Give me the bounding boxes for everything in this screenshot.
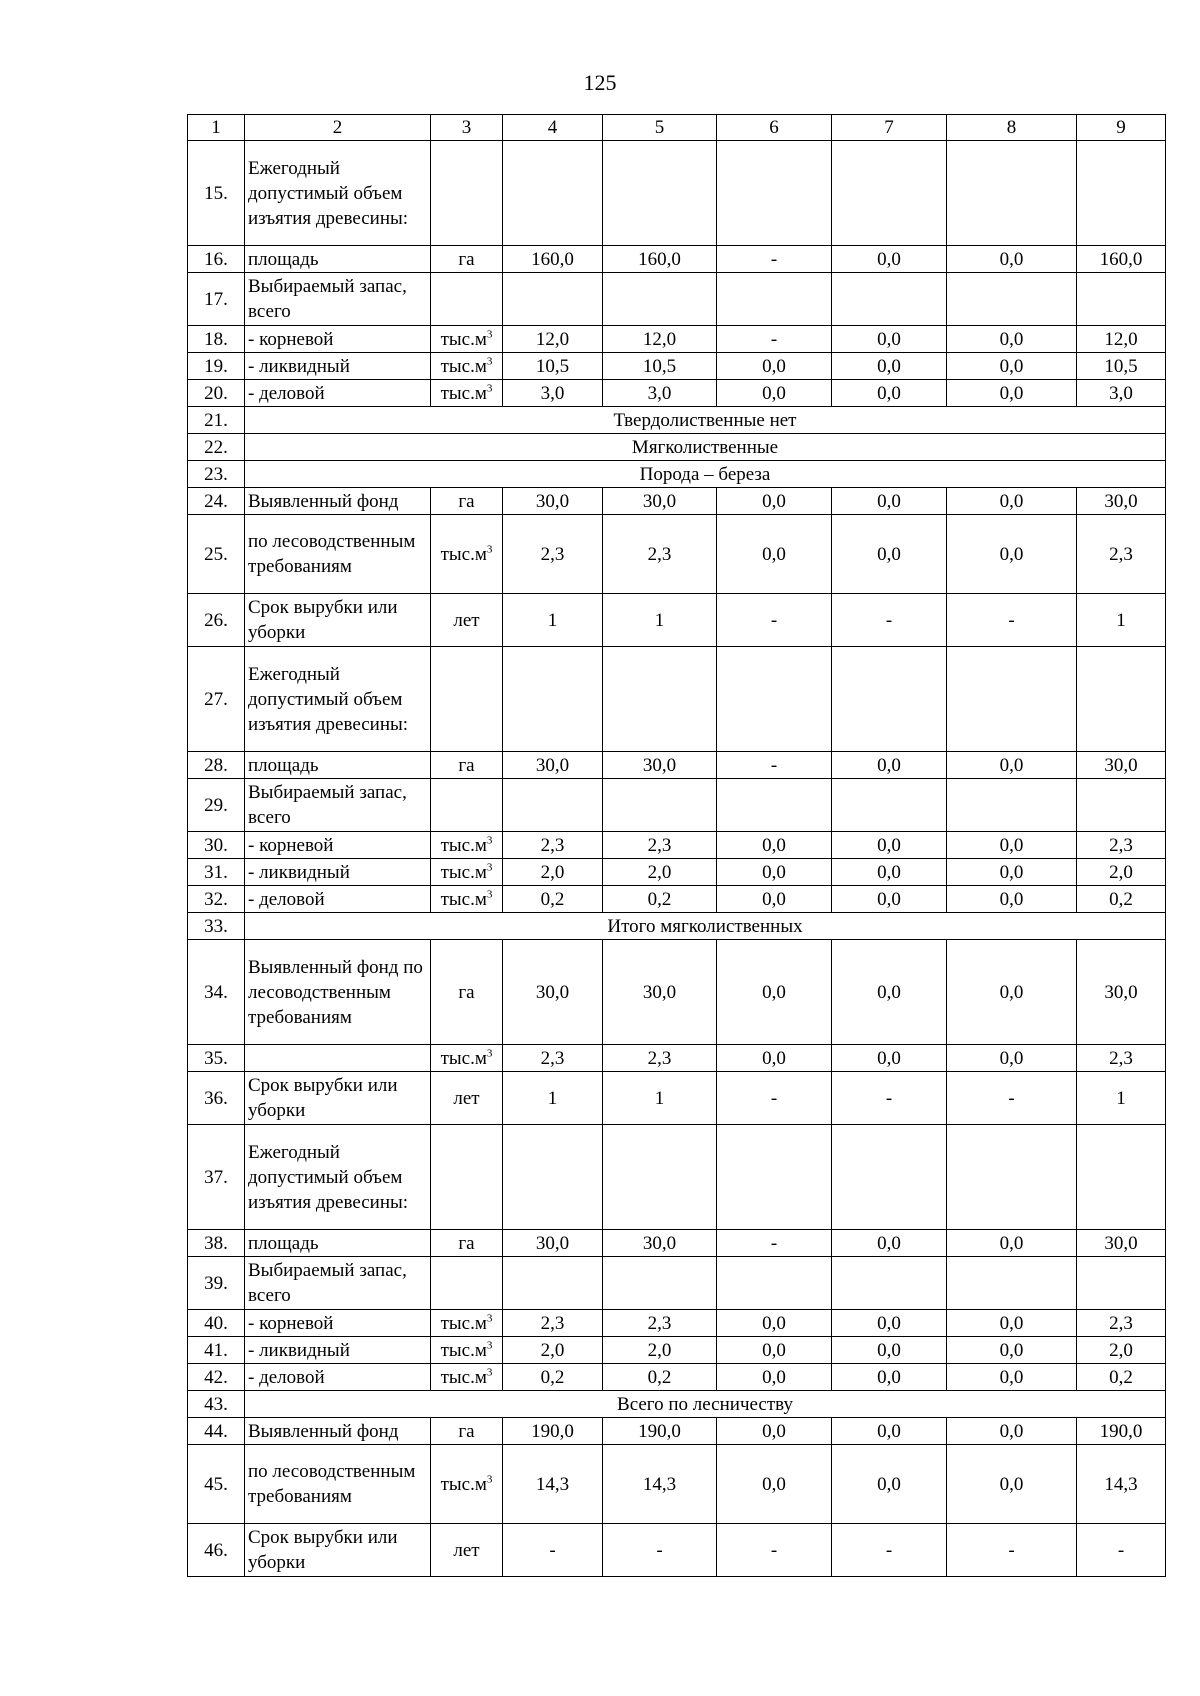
value-cell: 190,0 (503, 1418, 603, 1445)
value-cell: 0,0 (832, 515, 947, 594)
row-number-cell: 20. (188, 380, 245, 407)
value-cell: - (832, 1072, 947, 1125)
table-row (188, 594, 1166, 647)
section-title-cell: Итого мягколиственных (245, 913, 1166, 940)
value-cell (1077, 1125, 1166, 1230)
value-cell: - (717, 594, 832, 647)
value-cell: 2,0 (1077, 1337, 1166, 1364)
table-row (188, 1257, 1166, 1310)
unit-cell: га (431, 752, 503, 779)
indicator-cell: Ежегодный допустимый объем изъятия древесины: (245, 1125, 431, 1230)
value-cell: 0,0 (717, 886, 832, 913)
value-cell: 2,0 (503, 1337, 603, 1364)
value-cell: 2,3 (603, 515, 717, 594)
value-cell: 0,0 (832, 1310, 947, 1337)
unit-cell: лет (431, 1524, 503, 1577)
value-cell: - (503, 1524, 603, 1577)
unit-cell: лет (431, 594, 503, 647)
value-cell: - (832, 594, 947, 647)
indicator-cell: - деловой (245, 380, 431, 407)
row-number-cell: 31. (188, 859, 245, 886)
row-number-cell: 17. (188, 273, 245, 326)
value-cell: 0,0 (947, 515, 1077, 594)
table-row (188, 488, 1166, 515)
value-cell: 2,3 (503, 515, 603, 594)
value-cell (947, 647, 1077, 752)
value-cell: 30,0 (1077, 940, 1166, 1045)
table-row (188, 246, 1166, 273)
value-cell: 2,0 (1077, 859, 1166, 886)
table-row (188, 886, 1166, 913)
indicator-cell: Ежегодный допустимый объем изъятия древесины: (245, 141, 431, 246)
header-cell: 3 (431, 115, 503, 141)
unit-cell: га (431, 940, 503, 1045)
value-cell: 0,0 (947, 326, 1077, 353)
value-cell: 0,0 (832, 1364, 947, 1391)
row-number-cell: 37. (188, 1125, 245, 1230)
header-cell: 8 (947, 115, 1077, 141)
value-cell: 1 (503, 1072, 603, 1125)
value-cell (503, 1125, 603, 1230)
indicator-cell: - ликвидный (245, 1337, 431, 1364)
value-cell: 190,0 (1077, 1418, 1166, 1445)
unit-cell: га (431, 1230, 503, 1257)
value-cell (503, 779, 603, 832)
value-cell: 0,0 (717, 832, 832, 859)
row-number-cell: 24. (188, 488, 245, 515)
value-cell: 2,3 (503, 1045, 603, 1072)
value-cell: 1 (503, 594, 603, 647)
value-cell: 3,0 (503, 380, 603, 407)
value-cell: 0,2 (603, 1364, 717, 1391)
value-cell: - (717, 1524, 832, 1577)
value-cell: - (1077, 1524, 1166, 1577)
unit-cell: $тыс.м^3$ (431, 859, 503, 886)
value-cell: 2,3 (603, 1310, 717, 1337)
indicator-cell: Срок вырубки или уборки (245, 1072, 431, 1125)
table-row (188, 1364, 1166, 1391)
value-cell (717, 1257, 832, 1310)
row-number-cell: 33. (188, 913, 245, 940)
value-cell: 0,0 (832, 326, 947, 353)
value-cell: 0,0 (947, 859, 1077, 886)
value-cell: 0,0 (947, 353, 1077, 380)
indicator-cell: - корневой (245, 326, 431, 353)
value-cell: 0,0 (717, 488, 832, 515)
indicator-cell: Выявленный фонд (245, 488, 431, 515)
value-cell: 12,0 (1077, 326, 1166, 353)
value-cell: - (717, 1072, 832, 1125)
indicator-cell: - корневой (245, 1310, 431, 1337)
row-number-cell: 29. (188, 779, 245, 832)
row-number-cell: 40. (188, 1310, 245, 1337)
header-cell: 6 (717, 115, 832, 141)
table-row (188, 1445, 1166, 1524)
row-number-cell: 44. (188, 1418, 245, 1445)
value-cell (832, 1257, 947, 1310)
value-cell: 2,3 (1077, 1045, 1166, 1072)
section-row (188, 407, 1166, 434)
row-number-cell: 22. (188, 434, 245, 461)
value-cell: 10,5 (503, 353, 603, 380)
indicator-cell: Выбираемый запас, всего (245, 273, 431, 326)
unit-cell (431, 647, 503, 752)
value-cell: 30,0 (603, 488, 717, 515)
unit-cell: $тыс.м^3$ (431, 380, 503, 407)
value-cell: 30,0 (1077, 488, 1166, 515)
value-cell: 1 (603, 594, 717, 647)
value-cell (503, 273, 603, 326)
table-row (188, 859, 1166, 886)
table-row (188, 1045, 1166, 1072)
value-cell (717, 647, 832, 752)
value-cell: 2,3 (603, 1045, 717, 1072)
value-cell: 0,0 (832, 488, 947, 515)
value-cell: 30,0 (503, 1230, 603, 1257)
value-cell: 30,0 (503, 940, 603, 1045)
value-cell: 0,0 (947, 1445, 1077, 1524)
value-cell: 0,2 (1077, 886, 1166, 913)
value-cell: 0,0 (717, 380, 832, 407)
value-cell (832, 647, 947, 752)
value-cell: 0,0 (832, 1445, 947, 1524)
table-row (188, 1418, 1166, 1445)
value-cell: 10,5 (603, 353, 717, 380)
row-number-cell: 19. (188, 353, 245, 380)
value-cell: 0,0 (717, 353, 832, 380)
unit-cell: га (431, 1418, 503, 1445)
value-cell: 1 (603, 1072, 717, 1125)
value-cell: 0,0 (717, 1310, 832, 1337)
indicator-cell: - деловой (245, 886, 431, 913)
value-cell: 0,0 (832, 1337, 947, 1364)
value-cell: 0,0 (832, 353, 947, 380)
value-cell (1077, 779, 1166, 832)
row-number-cell: 39. (188, 1257, 245, 1310)
value-cell: 14,3 (603, 1445, 717, 1524)
value-cell: 0,0 (717, 1445, 832, 1524)
value-cell: 0,0 (947, 1310, 1077, 1337)
value-cell: - (717, 752, 832, 779)
table-row (188, 1337, 1166, 1364)
row-number-cell: 15. (188, 141, 245, 246)
unit-cell: га (431, 488, 503, 515)
indicator-cell: Выбираемый запас, всего (245, 1257, 431, 1310)
value-cell: 0,0 (717, 1364, 832, 1391)
row-number-cell: 43. (188, 1391, 245, 1418)
value-cell: 0,2 (603, 886, 717, 913)
row-number-cell: 38. (188, 1230, 245, 1257)
value-cell (832, 141, 947, 246)
value-cell: - (603, 1524, 717, 1577)
section-title-cell: Порода – береза (245, 461, 1166, 488)
indicator-cell: Выбираемый запас, всего (245, 779, 431, 832)
row-number-cell: 21. (188, 407, 245, 434)
value-cell: 0,0 (832, 940, 947, 1045)
table-row (188, 752, 1166, 779)
row-number-cell: 42. (188, 1364, 245, 1391)
value-cell: 10,5 (1077, 353, 1166, 380)
value-cell (832, 273, 947, 326)
row-number-cell: 18. (188, 326, 245, 353)
value-cell: - (832, 1524, 947, 1577)
value-cell: 1 (1077, 594, 1166, 647)
value-cell: 0,0 (947, 940, 1077, 1045)
indicator-cell (245, 1045, 431, 1072)
unit-cell: $тыс.м^3$ (431, 326, 503, 353)
value-cell: 0,0 (947, 1045, 1077, 1072)
unit-cell: $тыс.м^3$ (431, 1045, 503, 1072)
value-cell: 0,2 (503, 886, 603, 913)
value-cell: 160,0 (1077, 246, 1166, 273)
table-row (188, 515, 1166, 594)
unit-cell: $тыс.м^3$ (431, 1337, 503, 1364)
value-cell: 0,0 (832, 380, 947, 407)
value-cell: 30,0 (503, 752, 603, 779)
value-cell: 2,3 (1077, 1310, 1166, 1337)
row-number-cell: 28. (188, 752, 245, 779)
value-cell: 0,0 (947, 488, 1077, 515)
table-body (188, 141, 1166, 1577)
value-cell (603, 1125, 717, 1230)
value-cell (503, 647, 603, 752)
value-cell: - (717, 326, 832, 353)
value-cell (1077, 1257, 1166, 1310)
value-cell: 0,0 (717, 940, 832, 1045)
section-row (188, 913, 1166, 940)
unit-cell: $тыс.м^3$ (431, 1310, 503, 1337)
unit-cell (431, 141, 503, 246)
unit-cell (431, 1125, 503, 1230)
value-cell: 0,0 (947, 752, 1077, 779)
row-number-cell: 27. (188, 647, 245, 752)
table-row (188, 1072, 1166, 1125)
value-cell (717, 273, 832, 326)
indicator-cell: - ликвидный (245, 859, 431, 886)
unit-cell: $тыс.м^3$ (431, 886, 503, 913)
value-cell (717, 1125, 832, 1230)
value-cell (603, 647, 717, 752)
indicator-cell: Выявленный фонд по лесоводственным требованиям (245, 940, 431, 1045)
value-cell (603, 273, 717, 326)
value-cell: 0,0 (832, 752, 947, 779)
table-row (188, 779, 1166, 832)
unit-cell: $тыс.м^3$ (431, 515, 503, 594)
table-row (188, 832, 1166, 859)
value-cell (603, 141, 717, 246)
value-cell: 0,0 (717, 859, 832, 886)
value-cell: 0,0 (717, 1418, 832, 1445)
table-row (188, 273, 1166, 326)
value-cell: 0,0 (947, 832, 1077, 859)
unit-cell: га (431, 246, 503, 273)
indicator-cell: Ежегодный допустимый объем изъятия древесины: (245, 647, 431, 752)
unit-cell: лет (431, 1072, 503, 1125)
value-cell: 0,2 (503, 1364, 603, 1391)
header-cell: 5 (603, 115, 717, 141)
table-row (188, 326, 1166, 353)
value-cell: 2,3 (503, 1310, 603, 1337)
value-cell (603, 779, 717, 832)
unit-cell: $тыс.м^3$ (431, 832, 503, 859)
row-number-cell: 23. (188, 461, 245, 488)
table-row (188, 940, 1166, 1045)
header-cell: 4 (503, 115, 603, 141)
value-cell (832, 779, 947, 832)
row-number-cell: 34. (188, 940, 245, 1045)
value-cell (603, 1257, 717, 1310)
row-number-cell: 16. (188, 246, 245, 273)
value-cell: 2,0 (603, 859, 717, 886)
value-cell: 0,0 (717, 515, 832, 594)
row-number-cell: 46. (188, 1524, 245, 1577)
value-cell: 2,3 (503, 832, 603, 859)
value-cell: 2,3 (1077, 832, 1166, 859)
header-cell: 9 (1077, 115, 1166, 141)
value-cell: 30,0 (603, 940, 717, 1045)
value-cell: 1 (1077, 1072, 1166, 1125)
value-cell: 3,0 (1077, 380, 1166, 407)
value-cell: 0,0 (832, 1418, 947, 1445)
table-row (188, 141, 1166, 246)
value-cell: 160,0 (503, 246, 603, 273)
unit-cell (431, 779, 503, 832)
value-cell (947, 779, 1077, 832)
row-number-cell: 36. (188, 1072, 245, 1125)
unit-cell (431, 273, 503, 326)
value-cell: 0,0 (947, 1337, 1077, 1364)
indicator-cell: по лесоводственным требованиям (245, 515, 431, 594)
header-cell: 2 (245, 115, 431, 141)
value-cell: - (947, 594, 1077, 647)
value-cell: 2,3 (603, 832, 717, 859)
table-row (188, 1310, 1166, 1337)
indicator-cell: площадь (245, 246, 431, 273)
indicator-cell: площадь (245, 752, 431, 779)
value-cell: 0,0 (947, 1364, 1077, 1391)
table-row (188, 1230, 1166, 1257)
value-cell (832, 1125, 947, 1230)
table-row (188, 353, 1166, 380)
indicator-cell: - деловой (245, 1364, 431, 1391)
value-cell: 0,0 (832, 1045, 947, 1072)
unit-cell: $тыс.м^3$ (431, 1445, 503, 1524)
row-number-cell: 30. (188, 832, 245, 859)
row-number-cell: 32. (188, 886, 245, 913)
value-cell: 160,0 (603, 246, 717, 273)
value-cell (717, 779, 832, 832)
value-cell: 12,0 (603, 326, 717, 353)
indicator-cell: площадь (245, 1230, 431, 1257)
unit-cell (431, 1257, 503, 1310)
value-cell: 0,0 (947, 246, 1077, 273)
value-cell (947, 1257, 1077, 1310)
header-cell: 7 (832, 115, 947, 141)
header-cell: 1 (188, 115, 245, 141)
value-cell (1077, 647, 1166, 752)
row-number-cell: 45. (188, 1445, 245, 1524)
value-cell (503, 141, 603, 246)
value-cell: 0,0 (947, 380, 1077, 407)
indicator-cell: Выявленный фонд (245, 1418, 431, 1445)
value-cell (947, 141, 1077, 246)
value-cell: - (717, 246, 832, 273)
value-cell: 30,0 (503, 488, 603, 515)
value-cell: 190,0 (603, 1418, 717, 1445)
unit-cell: $тыс.м^3$ (431, 353, 503, 380)
table-row (188, 647, 1166, 752)
value-cell: 30,0 (603, 752, 717, 779)
value-cell (503, 1257, 603, 1310)
value-cell: 0,0 (717, 1045, 832, 1072)
forest-data-table (187, 114, 1166, 1577)
value-cell: 0,0 (832, 1230, 947, 1257)
value-cell (947, 1125, 1077, 1230)
row-number-cell: 25. (188, 515, 245, 594)
indicator-cell: Срок вырубки или уборки (245, 1524, 431, 1577)
value-cell: 0,0 (717, 1337, 832, 1364)
indicator-cell: - ликвидный (245, 353, 431, 380)
value-cell (947, 273, 1077, 326)
value-cell: 2,3 (1077, 515, 1166, 594)
value-cell: - (717, 1230, 832, 1257)
row-number-cell: 41. (188, 1337, 245, 1364)
value-cell: 0,0 (832, 246, 947, 273)
value-cell: 30,0 (1077, 1230, 1166, 1257)
table-row (188, 380, 1166, 407)
value-cell (1077, 141, 1166, 246)
section-row (188, 434, 1166, 461)
value-cell: 14,3 (1077, 1445, 1166, 1524)
value-cell (717, 141, 832, 246)
page-number: 125 (583, 70, 617, 95)
value-cell: 2,0 (603, 1337, 717, 1364)
header-row (188, 115, 1166, 141)
section-title-cell: Твердолиственные нет (245, 407, 1166, 434)
section-row (188, 1391, 1166, 1418)
value-cell: 0,2 (1077, 1364, 1166, 1391)
value-cell: 12,0 (503, 326, 603, 353)
indicator-cell: Срок вырубки или уборки (245, 594, 431, 647)
value-cell: 3,0 (603, 380, 717, 407)
table-row (188, 1125, 1166, 1230)
section-title-cell: Всего по лесничеству (245, 1391, 1166, 1418)
indicator-cell: - корневой (245, 832, 431, 859)
value-cell: 30,0 (1077, 752, 1166, 779)
value-cell: 2,0 (503, 859, 603, 886)
value-cell: 0,0 (832, 886, 947, 913)
row-number-cell: 35. (188, 1045, 245, 1072)
value-cell: - (947, 1524, 1077, 1577)
value-cell: 0,0 (947, 1418, 1077, 1445)
table-row (188, 1524, 1166, 1577)
value-cell (1077, 273, 1166, 326)
value-cell: 0,0 (947, 886, 1077, 913)
section-row (188, 461, 1166, 488)
value-cell: 0,0 (947, 1230, 1077, 1257)
indicator-cell: по лесоводственным требованиям (245, 1445, 431, 1524)
section-title-cell: Мягколиственные (245, 434, 1166, 461)
row-number-cell: 26. (188, 594, 245, 647)
value-cell: 0,0 (832, 859, 947, 886)
value-cell: 0,0 (832, 832, 947, 859)
value-cell: 14,3 (503, 1445, 603, 1524)
unit-cell: $тыс.м^3$ (431, 1364, 503, 1391)
value-cell: 30,0 (603, 1230, 717, 1257)
value-cell: - (947, 1072, 1077, 1125)
